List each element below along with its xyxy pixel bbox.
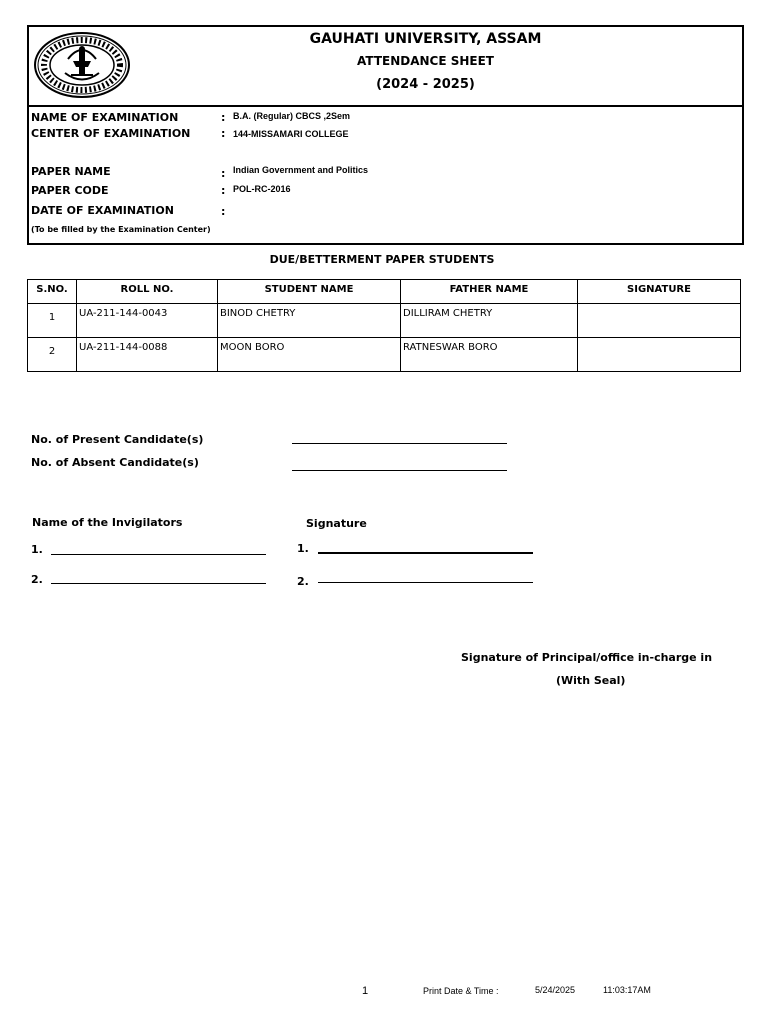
col-sno: S.NO. <box>28 280 77 304</box>
absent-count-field[interactable] <box>292 470 507 471</box>
paper-name-value: Indian Government and Politics <box>233 165 369 175</box>
col-father-name: FATHER NAME <box>401 280 578 304</box>
invigilator-1-signature-field[interactable] <box>318 552 533 554</box>
exam-center-label: CENTER OF EXAMINATION <box>31 127 191 140</box>
paper-code-label: PAPER CODE <box>31 184 109 197</box>
cell-student: BINOD CHETRY <box>218 304 401 338</box>
table-header-row <box>28 280 741 304</box>
invigilator-1-name-field[interactable] <box>51 554 266 555</box>
session-year: (2024 - 2025) <box>376 77 475 92</box>
cell-father: RATNESWAR BORO <box>401 338 578 372</box>
col-student-name: STUDENT NAME <box>218 280 401 304</box>
university-name: GAUHATI UNIVERSITY, ASSAM <box>309 31 542 47</box>
cell-sno: 1 <box>28 304 77 338</box>
invigilator-2-signature-field[interactable] <box>318 582 533 583</box>
invigilators-label: Name of the Invigilators <box>32 516 183 529</box>
table-row <box>28 338 741 372</box>
cell-signature[interactable] <box>578 338 741 372</box>
colon: : <box>221 167 226 180</box>
signature-number: 1. <box>297 542 309 555</box>
sheet-title: ATTENDANCE SHEET <box>357 54 494 68</box>
present-count-label: No. of Present Candidate(s) <box>31 433 204 446</box>
col-roll: ROLL NO. <box>77 280 218 304</box>
header-divider <box>29 105 742 107</box>
paper-code-value: POL-RC-2016 <box>233 184 291 194</box>
cell-father: DILLIRAM CHETRY <box>401 304 578 338</box>
due-betterment-title: DUE/BETTERMENT PAPER STUDENTS <box>269 253 495 266</box>
cell-roll: UA-211-144-0088 <box>77 338 218 372</box>
colon: : <box>221 127 226 140</box>
cell-student: MOON BORO <box>218 338 401 372</box>
fill-note: (To be filled by the Examination Center) <box>31 225 211 234</box>
colon: : <box>221 184 226 197</box>
colon: : <box>221 205 226 218</box>
exam-date-label: DATE OF EXAMINATION <box>31 204 174 217</box>
print-time: 11:03:17AM <box>603 985 651 995</box>
principal-signature-label: Signature of Principal/office in-charge in <box>461 651 713 664</box>
cell-roll: UA-211-144-0043 <box>77 304 218 338</box>
table-row <box>28 304 741 338</box>
print-date-label: Print Date & Time : <box>423 986 499 996</box>
exam-name-value: B.A. (Regular) CBCS ,2Sem <box>233 111 351 121</box>
invigilator-number: 1. <box>31 543 43 556</box>
invigilator-2-name-field[interactable] <box>51 583 266 584</box>
colon: : <box>221 111 226 124</box>
print-date: 5/24/2025 <box>535 985 576 995</box>
header-box <box>27 25 744 245</box>
seal-label: (With Seal) <box>556 674 626 687</box>
invigilator-signature-label: Signature <box>306 517 367 530</box>
col-signature: SIGNATURE <box>578 280 741 304</box>
exam-center-value: 144-MISSAMARI COLLEGE <box>233 129 349 139</box>
students-table <box>27 279 741 372</box>
invigilator-number: 2. <box>31 573 43 586</box>
absent-count-label: No. of Absent Candidate(s) <box>31 456 199 469</box>
cell-signature[interactable] <box>578 304 741 338</box>
paper-name-label: PAPER NAME <box>31 165 111 178</box>
page-number: 1 <box>362 985 369 997</box>
present-count-field[interactable] <box>292 443 507 444</box>
exam-name-label: NAME OF EXAMINATION <box>31 111 179 124</box>
signature-number: 2. <box>297 575 309 588</box>
cell-sno: 2 <box>28 338 77 372</box>
